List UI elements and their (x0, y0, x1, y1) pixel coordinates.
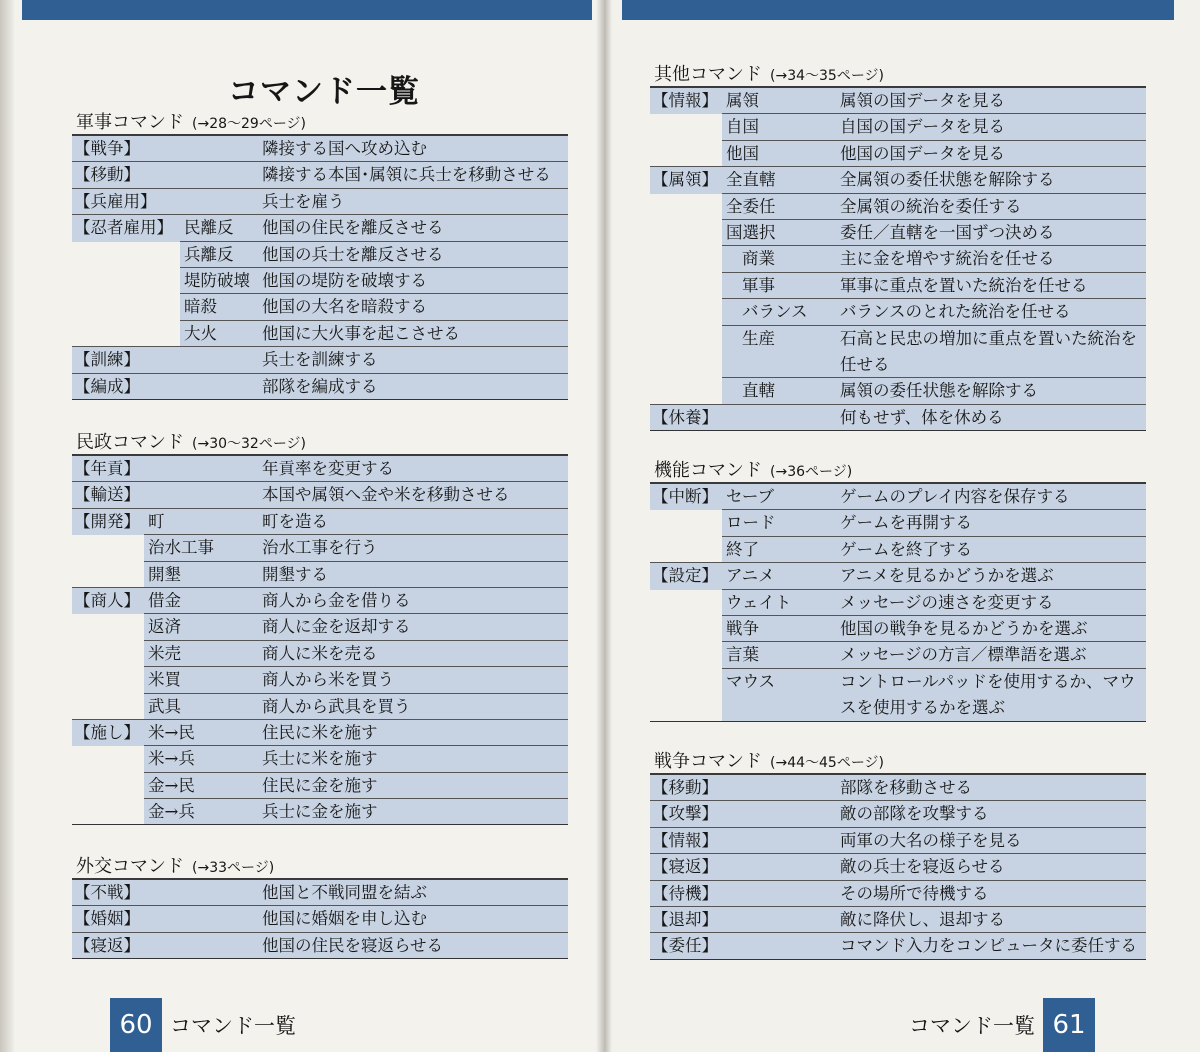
command-description: メッセージの速さを変更する (840, 592, 1054, 612)
command-description: 兵士に金を施す (262, 802, 378, 822)
table-row (650, 194, 1146, 220)
command-description: その場所で待機する (840, 883, 989, 903)
table-row (650, 933, 1146, 959)
command-description: ゲームのプレイ内容を保存する (840, 487, 1070, 506)
table-row (650, 563, 1146, 589)
command-description: 他国の国データを見る (840, 143, 1005, 163)
command-description: 主に金を増やす統治を任せる (840, 249, 1055, 269)
table-row (72, 799, 568, 825)
page-number: 61 (1043, 998, 1095, 1052)
command-name: ロード (726, 513, 776, 533)
civil-commands-section (72, 426, 568, 825)
page-number: 60 (110, 998, 162, 1052)
command-description: 全属領の委任状態を解除する (840, 170, 1055, 190)
command-table (72, 880, 568, 959)
command-description: コントロールパッドを使用するか、マウスを使用するかを選ぶ (840, 671, 1136, 718)
table-row (72, 215, 568, 241)
table-row (650, 616, 1146, 642)
command-description: バランスのとれた統治を任せる (840, 302, 1071, 322)
section-heading (650, 745, 1146, 775)
command-description: ゲームを終了する (840, 539, 972, 559)
command-description: 属領の国データを見る (840, 91, 1005, 110)
command-group: 【寝返】 (652, 857, 718, 877)
table-row (72, 162, 568, 188)
command-description: アニメを見るかどうかを選ぶ (840, 566, 1054, 586)
table-row (72, 880, 568, 906)
command-description: 軍事に重点を置いた統治を任せる (840, 275, 1088, 295)
command-description: 住民に金を施す (262, 775, 378, 795)
section-title: 其他コマンド (654, 64, 762, 85)
command-description: 他国に婚姻を申し込む (262, 909, 427, 929)
table-row (72, 906, 568, 932)
command-name: 軍事 (742, 275, 775, 295)
command-description: 商人から武具を買う (262, 696, 411, 716)
table-bottom-rule (650, 721, 1146, 722)
right-page (604, 0, 1200, 1052)
command-name: 直轄 (742, 381, 775, 401)
command-group: 【移動】 (74, 165, 140, 185)
table-bottom-rule (72, 958, 568, 959)
command-table (72, 456, 568, 825)
section-heading (650, 58, 1146, 88)
page-title: コマンド一覧 (228, 74, 420, 110)
command-description: 敵に降伏し、退却する (840, 909, 1005, 929)
command-name: 米→兵 (148, 749, 195, 769)
table-row (72, 588, 568, 614)
table-row (72, 268, 568, 294)
command-description: 治水工事を行う (262, 538, 378, 558)
table-row (650, 167, 1146, 193)
table-row (650, 669, 1146, 722)
table-bottom-rule (72, 399, 568, 400)
command-group: 【兵雇用】 (74, 191, 157, 211)
command-description: 商人に米を売る (262, 643, 378, 663)
command-name: 全直轄 (726, 170, 776, 190)
command-table (650, 775, 1146, 960)
command-name: 終了 (726, 539, 759, 559)
table-row (650, 828, 1146, 854)
command-name: 米買 (148, 670, 181, 690)
command-table (650, 484, 1146, 722)
command-description: 敵の兵士を寝返らせる (840, 857, 1005, 877)
command-group: 【情報】 (652, 91, 718, 110)
table-row (72, 773, 568, 799)
table-row (650, 854, 1146, 880)
command-name: 武具 (148, 696, 181, 716)
command-description: 他国と不戦同盟を結ぶ (262, 883, 427, 902)
command-group: 【商人】 (74, 590, 140, 610)
section-heading (72, 426, 568, 456)
table-row (650, 246, 1146, 272)
command-name: 米→民 (148, 722, 195, 742)
command-description: 何もせず、体を休める (840, 407, 1004, 427)
command-name: 治水工事 (148, 538, 214, 558)
command-name: 生産 (742, 328, 775, 348)
table-bottom-rule (650, 430, 1146, 431)
command-description: 他国の大名を暗殺する (262, 297, 427, 317)
command-description: 部隊を編成する (262, 376, 378, 396)
table-row (650, 273, 1146, 299)
command-group: 【編成】 (74, 376, 140, 396)
page-footer (110, 998, 304, 1052)
footer-label: コマンド一覧 (170, 1014, 296, 1038)
page-reference: (→33ページ) (192, 860, 275, 876)
command-name: 堤防破壊 (184, 270, 250, 290)
table-row (72, 933, 568, 959)
command-name: アニメ (726, 566, 775, 586)
command-name: 兵離反 (184, 244, 234, 264)
table-bottom-rule (72, 824, 568, 825)
table-row (72, 694, 568, 720)
command-description: 住民に米を施す (262, 722, 378, 742)
table-row (650, 484, 1146, 510)
command-description: 属領の委任状態を解除する (840, 381, 1038, 401)
command-name: 返済 (148, 617, 181, 637)
command-description: 他国の兵士を離反させる (262, 244, 444, 264)
command-description: 両軍の大名の様子を見る (840, 830, 1022, 850)
command-name: 借金 (148, 590, 181, 610)
command-table (650, 88, 1146, 431)
table-row (650, 881, 1146, 907)
command-group: 【婚姻】 (74, 909, 140, 929)
command-group: 【退却】 (652, 909, 718, 929)
table-row (72, 641, 568, 667)
command-name: ウェイト (726, 592, 792, 612)
command-description: 他国の戦争を見るかどうかを選ぶ (840, 618, 1088, 638)
page-reference: (→44～45ページ) (770, 755, 885, 771)
table-row (72, 242, 568, 268)
war-commands-section (650, 745, 1146, 960)
command-name: 全委任 (726, 196, 776, 216)
table-row (650, 141, 1146, 167)
table-row (650, 378, 1146, 404)
command-name: 町 (148, 511, 165, 531)
table-row (650, 907, 1146, 933)
command-name: マウス (726, 671, 776, 691)
command-description: 他国の住民を寝返らせる (262, 935, 444, 955)
command-name: 他国 (726, 143, 759, 163)
command-description: ゲームを再開する (840, 513, 972, 533)
book-spine (596, 0, 612, 1052)
command-name: 大火 (184, 323, 217, 343)
page-edge (0, 0, 14, 1052)
command-group: 【年貢】 (74, 459, 140, 478)
command-group: 【施し】 (74, 722, 140, 742)
table-row (650, 326, 1146, 379)
table-row (650, 88, 1146, 114)
command-name: 属領 (726, 91, 759, 110)
command-name: バランス (742, 302, 808, 322)
command-group: 【中断】 (652, 487, 718, 506)
command-name: 暗殺 (184, 297, 217, 317)
command-group: 【休養】 (652, 407, 718, 427)
top-accent-bar (22, 0, 592, 20)
table-row (72, 136, 568, 162)
table-row (72, 189, 568, 215)
command-description: 敵の部隊を攻撃する (840, 804, 989, 824)
command-group: 【訓練】 (74, 350, 140, 370)
command-description: 兵士を訓練する (262, 350, 378, 370)
command-description: 委任／直轄を一国ずつ決める (840, 222, 1055, 242)
table-row (650, 510, 1146, 536)
command-description: 自国の国データを見る (840, 117, 1005, 137)
table-row (650, 642, 1146, 668)
table-bottom-rule (650, 959, 1146, 960)
section-title: 戦争コマンド (654, 751, 762, 772)
command-description: 兵士を雇う (262, 191, 345, 211)
command-group: 【寝返】 (74, 935, 140, 955)
command-group: 【開発】 (74, 511, 140, 531)
command-group: 【待機】 (652, 883, 718, 903)
footer-label: コマンド一覧 (909, 1014, 1035, 1038)
section-heading (650, 454, 1146, 484)
table-row (650, 114, 1146, 140)
military-commands-section (72, 106, 568, 400)
table-row (72, 667, 568, 693)
table-row (72, 746, 568, 772)
table-row (72, 482, 568, 508)
command-description: 兵士に米を施す (262, 749, 378, 769)
command-group: 【移動】 (652, 778, 718, 797)
command-group: 【輸送】 (74, 485, 140, 505)
command-group: 【情報】 (652, 830, 718, 850)
command-description: 隣接する国へ攻め込む (262, 139, 427, 158)
command-group: 【不戦】 (74, 883, 140, 902)
command-group: 【属領】 (652, 170, 718, 190)
command-description: 商人に金を返却する (262, 617, 411, 637)
top-accent-bar (622, 0, 1174, 20)
command-description: 本国や属領へ金や米を移動させる (262, 485, 510, 505)
command-description: 商人から米を買う (262, 670, 394, 690)
command-description: 開墾する (262, 564, 328, 584)
command-description: メッセージの方言／標準語を選ぶ (840, 645, 1087, 665)
page-reference: (→30～32ページ) (192, 436, 307, 452)
command-name: 民離反 (184, 218, 234, 238)
section-title: 軍事コマンド (76, 112, 184, 133)
command-name: 国選択 (726, 222, 776, 242)
command-name: 米売 (148, 643, 181, 663)
command-name: 金→兵 (148, 802, 195, 822)
section-heading (72, 106, 568, 136)
table-row (72, 535, 568, 561)
command-group: 【攻撃】 (652, 804, 718, 824)
table-row (72, 374, 568, 400)
command-description: 全属領の統治を委任する (840, 196, 1022, 216)
command-group: 【委任】 (652, 936, 718, 956)
command-description: 部隊を移動させる (840, 778, 972, 797)
table-row (72, 614, 568, 640)
page-reference: (→34～35ページ) (770, 68, 885, 84)
table-row (650, 299, 1146, 325)
table-row (72, 456, 568, 482)
page-reference: (→36ページ) (770, 464, 853, 480)
section-title: 民政コマンド (76, 432, 184, 453)
command-group: 【戦争】 (74, 139, 140, 158)
command-description: 他国の住民を離反させる (262, 218, 444, 238)
command-description: 年貢率を変更する (262, 459, 394, 478)
section-title: 外交コマンド (76, 856, 184, 877)
command-table (72, 136, 568, 400)
table-row (650, 775, 1146, 801)
command-description: 町を造る (262, 511, 328, 531)
command-description: 隣接する本国･属領に兵士を移動させる (262, 165, 551, 185)
table-row (72, 562, 568, 588)
command-name: 言葉 (726, 645, 759, 665)
function-commands-section (650, 454, 1146, 722)
command-group: 【忍者雇用】 (74, 218, 173, 238)
other-commands-section (650, 58, 1146, 431)
command-name: 戦争 (726, 618, 759, 638)
command-name: 商業 (742, 249, 775, 269)
section-heading (72, 850, 568, 880)
page-footer (901, 998, 1095, 1052)
section-title: 機能コマンド (654, 460, 762, 481)
table-row (650, 405, 1146, 431)
table-row (650, 801, 1146, 827)
table-row (72, 321, 568, 347)
command-name: 開墾 (148, 564, 181, 584)
command-description: コマンド入力をコンピュータに委任する (840, 936, 1137, 956)
command-group: 【設定】 (652, 566, 718, 586)
page-reference: (→28～29ページ) (192, 116, 307, 132)
table-row (650, 220, 1146, 246)
command-name: 自国 (726, 117, 759, 137)
diplomacy-commands-section (72, 850, 568, 959)
table-row (72, 720, 568, 746)
table-row (72, 509, 568, 535)
command-name: 金→民 (148, 775, 195, 795)
table-row (72, 347, 568, 373)
command-description: 他国に大火事を起こさせる (262, 323, 460, 343)
command-description: 商人から金を借りる (262, 590, 411, 610)
command-name: セーブ (726, 487, 775, 506)
table-row (72, 294, 568, 320)
command-description: 石高と民忠の増加に重点を置いた統治を任せる (840, 328, 1137, 374)
table-row (650, 537, 1146, 563)
table-row (650, 590, 1146, 616)
command-description: 他国の堤防を破壊する (262, 270, 427, 290)
